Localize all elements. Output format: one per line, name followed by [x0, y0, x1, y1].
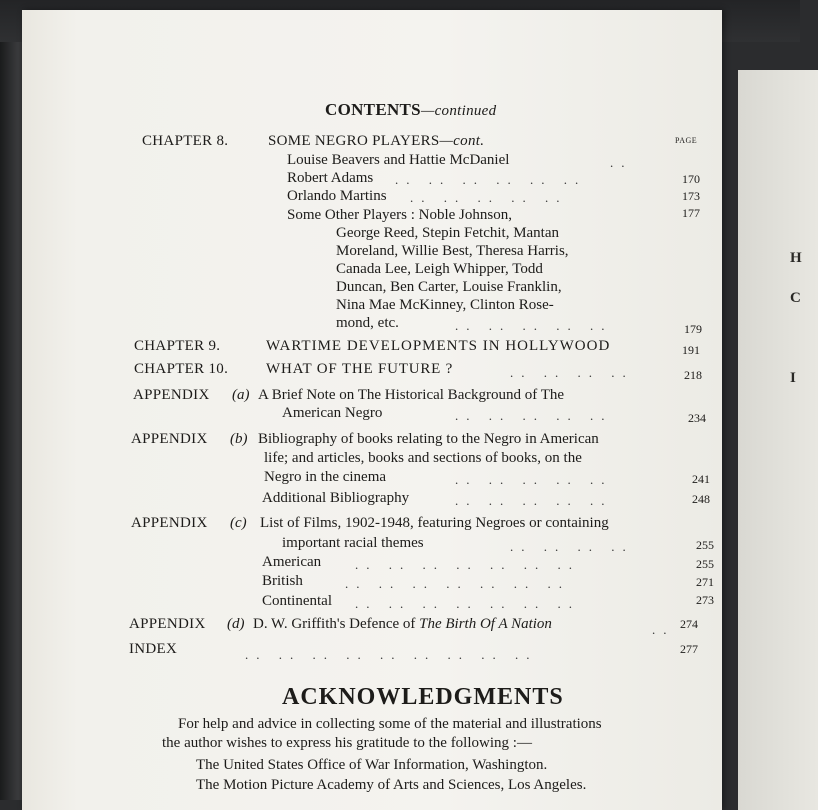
ch8-other-line: Some Other Players : Noble Johnson,: [287, 207, 512, 223]
appendix-d-text-plain: D. W. Griffith's Defence of: [253, 616, 420, 632]
appendix-b-sub-page: 248: [692, 492, 710, 506]
leader-dots: .. .. .. .. ..: [455, 493, 613, 508]
ch8-entry-beavers: Louise Beavers and Hattie McDaniel: [287, 152, 510, 168]
appendix-c-continental: Continental: [262, 593, 332, 609]
ch8-adams-page: 170: [682, 172, 700, 186]
acknowledgments-line: The Motion Picture Academy of Arts and Sciences, Los Angeles.: [196, 777, 587, 793]
chapter-8-title-text: SOME NEGRO PLAYERS: [268, 133, 440, 149]
acknowledgments-title: ACKNOWLEDGMENTS: [282, 684, 564, 710]
leader-dots: .. .. .. ..: [510, 365, 634, 380]
appendix-c-letter: (c): [230, 515, 247, 531]
ch8-other-page: 177: [682, 206, 700, 220]
chapter-9-title: WARTIME DEVELOPMENTS IN HOLLYWOOD: [266, 338, 611, 354]
leader-dots: ..: [610, 155, 633, 170]
facing-page-fragment: I: [790, 370, 796, 386]
leader-dots: .. .. .. ..: [510, 539, 634, 554]
appendix-c-page: 255: [696, 538, 714, 552]
appendix-c-british: British: [262, 573, 303, 589]
chapter-10-page: 218: [684, 368, 702, 382]
appendix-b-sub: Additional Bibliography: [262, 490, 410, 506]
ch8-other-line: Nina Mae McKinney, Clinton Rose-: [336, 297, 554, 313]
facing-page-fragment: C: [790, 290, 801, 306]
index-label: INDEX: [129, 641, 178, 657]
appendix-a-label: APPENDIX: [133, 387, 210, 403]
appendix-b-line2: life; and articles, books and sections of books, on the: [264, 450, 582, 466]
appendix-d-page: 274: [680, 617, 698, 631]
contents-title-suffix: —continued: [420, 103, 497, 119]
chapter-9-label: CHAPTER 9.: [134, 338, 221, 354]
page-column-label: PAGE: [675, 136, 698, 145]
appendix-c-american: American: [262, 554, 322, 570]
appendix-a-page: 234: [688, 411, 706, 425]
acknowledgments-line: The United States Office of War Information, Washington.: [196, 757, 548, 773]
facing-page: [738, 70, 818, 810]
chapter-8-title: [268, 132, 484, 150]
appendix-a-line2: American Negro: [282, 405, 383, 421]
appendix-c-british-page: 271: [696, 575, 714, 589]
appendix-c-line2: important racial themes: [282, 535, 424, 551]
appendix-b-line1: Bibliography of books relating to the Negro in American: [258, 431, 599, 447]
ch8-other-line: George Reed, Stepin Fetchit, Mantan: [336, 225, 560, 241]
appendix-c-line1: List of Films, 1902-1948, featuring Negroes or containing: [260, 515, 609, 531]
leader-dots: .. .. .. .. ..: [410, 190, 568, 205]
leader-dots: .. .. .. .. .. .. .. .. ..: [245, 647, 538, 662]
chapter-10-title: WHAT OF THE FUTURE ?: [266, 361, 454, 377]
leader-dots: .. .. .. .. .. .. ..: [355, 596, 580, 611]
appendix-c-continental-page: 273: [696, 593, 714, 607]
appendix-d-film-title: The Birth Of A Nation: [419, 616, 552, 632]
acknowledgments-line: For help and advice in collecting some of the material and illustrations: [178, 716, 602, 732]
leader-dots: .. .. .. .. ..: [455, 318, 613, 333]
ch8-entry-adams: Robert Adams: [287, 170, 374, 186]
chapter-10-label: CHAPTER 10.: [134, 361, 229, 377]
acknowledgments-line: the author wishes to express his gratitude to the following :—: [162, 735, 532, 751]
appendix-a-letter: (a): [232, 387, 250, 403]
leader-dots: ..: [652, 622, 675, 637]
appendix-c-american-page: 255: [696, 557, 714, 571]
leader-dots: .. .. .. .. .. ..: [395, 172, 587, 187]
contents-title: CONTENTS: [325, 100, 421, 119]
appendix-d-text: [253, 615, 552, 633]
appendix-b-letter: (b): [230, 431, 248, 447]
appendix-b-line3: Negro in the cinema: [264, 469, 387, 485]
ch8-other-line: Duncan, Ben Carter, Louise Franklin,: [336, 279, 562, 295]
ch8-other-line: mond, etc.: [336, 315, 399, 331]
index-page: 277: [680, 642, 698, 656]
appendix-d-label: APPENDIX: [129, 616, 206, 632]
chapter-8-label: CHAPTER 8.: [142, 133, 229, 149]
leader-dots: .. .. .. .. ..: [455, 408, 613, 423]
leader-dots: .. .. .. .. .. .. ..: [355, 557, 580, 572]
ch8-other-page-2: 179: [684, 322, 702, 336]
appendix-b-label: APPENDIX: [131, 431, 208, 447]
ch8-entry-martins: Orlando Martins: [287, 188, 387, 204]
leader-dots: .. .. .. .. ..: [455, 472, 613, 487]
contents-heading: [325, 100, 496, 120]
appendix-b-page: 241: [692, 472, 710, 486]
appendix-a-line1: A Brief Note on The Historical Background of The: [258, 387, 565, 403]
chapter-9-page: 191: [682, 343, 700, 357]
ch8-other-line: Canada Lee, Leigh Whipper, Todd: [336, 261, 543, 277]
leader-dots: .. .. .. .. .. .. ..: [345, 576, 570, 591]
facing-page-fragment: H: [790, 250, 802, 266]
appendix-d-letter: (d): [227, 616, 245, 632]
ch8-other-line: Moreland, Willie Best, Theresa Harris,: [336, 243, 569, 259]
chapter-8-title-suffix: —cont.: [439, 133, 485, 149]
ch8-martins-page: 173: [682, 189, 700, 203]
appendix-c-label: APPENDIX: [131, 515, 208, 531]
